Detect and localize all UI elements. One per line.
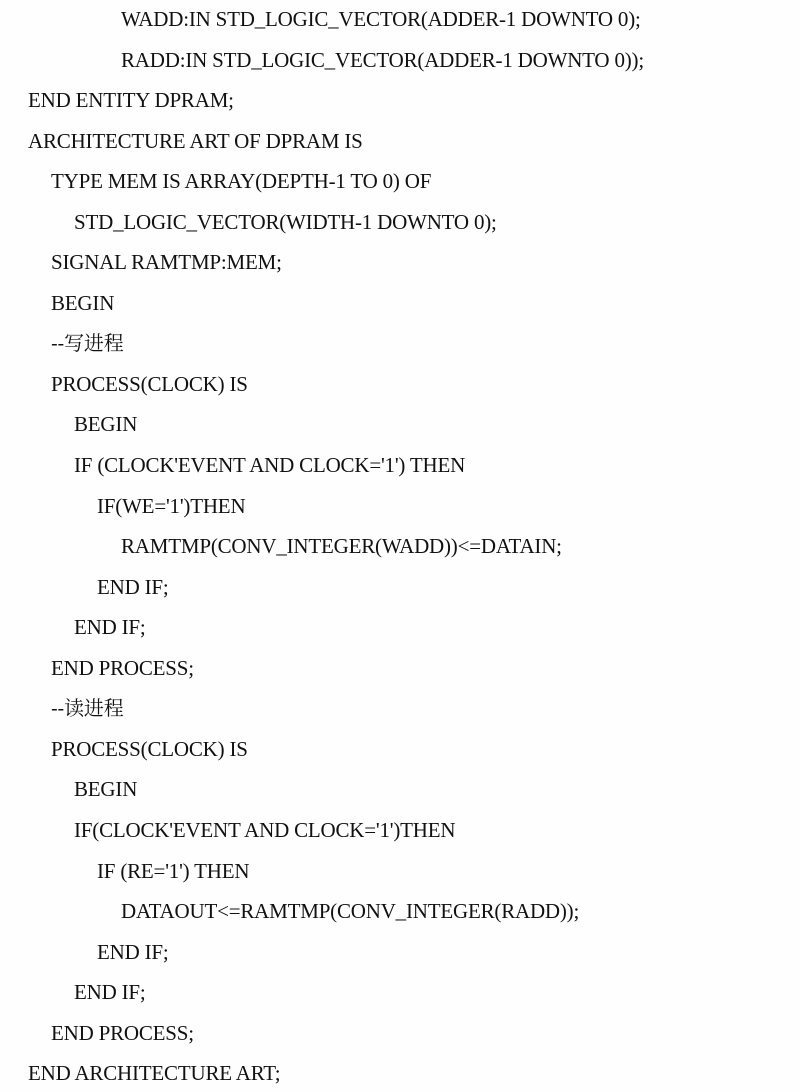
code-line-wadd-port: WADD:IN STD_LOGIC_VECTOR(ADDER-1 DOWNTO 0); [121,7,641,31]
code-line-read-process: PROCESS(CLOCK) IS [51,737,248,761]
code-line-write-process: PROCESS(CLOCK) IS [51,372,248,396]
code-line-write-assign: RAMTMP(CONV_INTEGER(WADD))<=DATAIN; [121,534,562,558]
code-line-read-end-process: END PROCESS; [51,1021,194,1045]
code-line-read-begin: BEGIN [74,777,138,801]
code-line-end-architecture: END ARCHITECTURE ART; [28,1061,281,1085]
code-line-read-clock-if: IF(CLOCK'EVENT AND CLOCK='1')THEN [74,818,456,842]
code-line-read-assign: DATAOUT<=RAMTMP(CONV_INTEGER(RADD)); [121,899,580,923]
code-line-end-entity: END ENTITY DPRAM; [28,88,234,112]
code-line-read-enable-if: IF (RE='1') THEN [97,859,250,883]
code-line-radd-port: RADD:IN STD_LOGIC_VECTOR(ADDER-1 DOWNTO 0)); [121,48,644,72]
code-line-write-enable-if: IF(WE='1')THEN [97,494,246,518]
code-line-write-begin: BEGIN [74,412,138,436]
code-line-write-end-if-outer: END IF; [74,615,146,639]
code-line-architecture: ARCHITECTURE ART OF DPRAM IS [28,129,363,153]
code-line-write-end-process: END PROCESS; [51,656,194,680]
code-line-type-vector: STD_LOGIC_VECTOR(WIDTH-1 DOWNTO 0); [74,210,497,234]
code-line-read-end-if-outer: END IF; [74,980,146,1004]
code-line-read-end-if-inner: END IF; [97,940,169,964]
code-line-begin: BEGIN [51,291,115,315]
code-line-type-mem: TYPE MEM IS ARRAY(DEPTH-1 TO 0) OF [51,169,432,193]
code-comment-write-process: --写进程 [51,331,124,355]
code-line-write-end-if-inner: END IF; [97,575,169,599]
code-line-signal: SIGNAL RAMTMP:MEM; [51,250,282,274]
code-line-write-clock-if: IF (CLOCK'EVENT AND CLOCK='1') THEN [74,453,466,477]
code-comment-read-process: --读进程 [51,696,124,720]
